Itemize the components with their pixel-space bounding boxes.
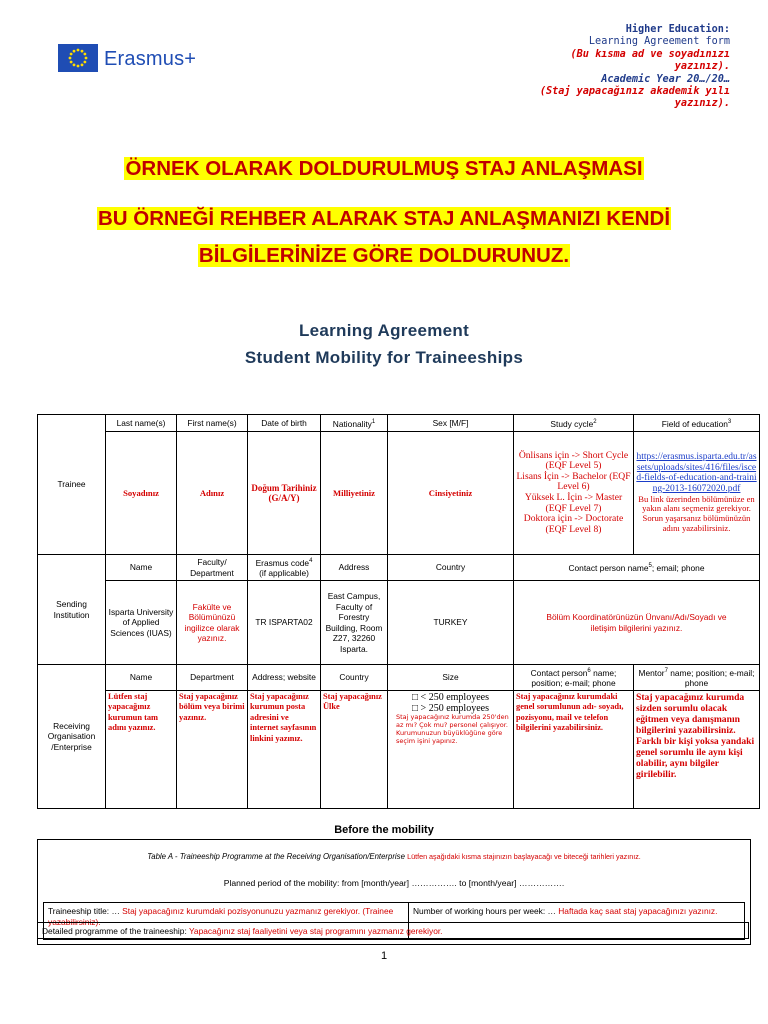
hdr-field	[634, 415, 760, 432]
hdr-s-contact	[514, 555, 760, 581]
val-s-faculty[interactable]: Fakülte ve Bölümünüzü ingilizce olarak yazınız.	[177, 581, 248, 665]
val-r-mentor[interactable]: Staj yapacağınız kurumda sizden sorumlu olacak eğitmen veya danışmanın bilgilerini yazabilirsiniz. Farklı bir kişi yoksa yandaki genel sorumlu ile aynı kişi olabilir, aynı bilgiler girilebilir.	[634, 690, 760, 808]
val-r-name[interactable]: Lütfen staj yapacağınız kurumun tam adını yazınız.	[106, 690, 177, 808]
hdr-s-address: Address	[321, 555, 388, 581]
val-dob[interactable]: Doğum Tarihiniz (G/A/Y)	[248, 432, 321, 555]
val-s-erasmus-code[interactable]: TR ISPARTA02	[248, 581, 321, 665]
erasmus-logo	[58, 42, 198, 76]
hdr-study-cycle-text: Study cycle	[550, 418, 594, 429]
hdr-r-contact	[514, 665, 634, 691]
planned-period[interactable]: Planned period of the mobility: from [month/year] ……………. to [month/year] …………….	[223, 878, 565, 888]
val-sex[interactable]: Cinsiyetiniz	[388, 432, 514, 555]
hdr-r-mentor-rest: name; position; e-mail; phone	[667, 667, 755, 689]
hdr-r-contact-rest: name; position; e-mail; phone	[531, 667, 617, 689]
working-hours-note: Haftada kaç saat staj yapacağınızı yazınız.	[558, 906, 718, 916]
hdr-s-erasmus-code	[248, 555, 321, 581]
hdr-r-contact-sup: 6	[587, 668, 591, 674]
eu-flag-icon	[58, 44, 98, 72]
hdr-s-contact-text: Contact person name	[568, 563, 649, 574]
trainee-header-row	[38, 415, 760, 432]
hdr-s-contact-rest: ; email; phone	[651, 563, 705, 574]
learning-agreement-table	[37, 414, 760, 809]
header-line-3: (Bu kısma ad ve soyadınızı yazınız).	[570, 48, 730, 73]
banner-line-3	[0, 244, 768, 268]
val-first-name[interactable]: Adınız	[177, 432, 248, 555]
val-study-cycle[interactable]	[514, 432, 634, 555]
val-s-name[interactable]: Isparta University of Applied Sciences (IUAS)	[106, 581, 177, 665]
val-s-contact[interactable]: Bölüm Koordinatörünüzün Ünvanı/Adı/Soyadı ve iletişim bilgilerini yazınız.	[514, 581, 760, 665]
hdr-r-mentor	[634, 665, 760, 691]
table-a-title	[38, 852, 750, 861]
detailed-programme-label: Detailed programme of the traineeship:	[42, 926, 187, 936]
banner-line-3-text: BİLGİLERİNİZE GÖRE DOLDURUNUZ.	[198, 244, 570, 267]
hdr-r-name: Name	[106, 665, 177, 691]
table-a-title-text: Table A - Traineeship Programme at the Receiving Organisation/Enterprise	[147, 852, 405, 861]
hdr-r-size: Size	[388, 665, 514, 691]
banner-line-2-text: BU ÖRNEĞİ REHBER ALARAK STAJ ANLAŞMANIZI KENDİ	[97, 207, 671, 230]
title-learning-agreement: Learning Agreement	[298, 321, 470, 340]
hdr-s-faculty: Faculty/ Department	[177, 555, 248, 581]
working-hours-label: Number of working hours per week: …	[413, 906, 556, 916]
size-note: Staj yapacağınız kurumda 250'den az mı? Çok mu? personel çalışıyor. Kurumunuzun büyüklüğüne göre seçim işini yapınız.	[396, 713, 509, 745]
traineeship-title-label: Traineeship title: …	[48, 906, 120, 916]
page-number: 1	[380, 950, 388, 962]
header-line-1: Higher Education:	[625, 24, 730, 35]
val-r-department[interactable]: Staj yapacağınız bölüm veya birimi yazınız.	[177, 690, 248, 808]
hdr-s-country: Country	[388, 555, 514, 581]
hdr-last-name: Last name(s)	[106, 415, 177, 432]
hdr-dob: Date of birth	[248, 415, 321, 432]
val-r-country[interactable]: Staj yapacağınız Ülke	[321, 690, 388, 808]
header-line-5: (Staj yapacağınız akademik yılı yazınız).	[539, 86, 730, 110]
size-option-small[interactable]: □ < 250 employees	[412, 691, 489, 703]
table-a-title-note: Lütfen aşağıdaki kısma stajınızın başlayacağı ve biteceği tarihleri yazınız.	[407, 852, 641, 861]
traineeship-title-note: Staj yapacağınız kurumdaki pozisyonunuzu yazmanız gerekiyor. (Trainee yazabilirsiniz).	[48, 906, 394, 927]
study-cycle-option-3: Yüksek L. İçin -> Master (EQF Level 7)	[524, 492, 623, 514]
before-mobility-heading: Before the mobility	[334, 824, 434, 836]
hdr-field-sup: 3	[727, 418, 732, 425]
val-last-name[interactable]: Soyadınız	[106, 432, 177, 555]
hdr-r-mentor-text: Mentor	[638, 667, 665, 678]
banner-line-1-text: ÖRNEK OLARAK DOLDURULMUŞ STAJ ANLAŞMASI	[125, 157, 643, 180]
header-line-4: Academic Year 20…/20…	[601, 73, 730, 85]
hdr-s-name: Name	[106, 555, 177, 581]
val-r-contact[interactable]: Staj yapacağınız kurumdaki genel sorumlunun adı- soyadı, pozisyonu, mail ve telefon bilgilerini yazabilirsiniz.	[514, 690, 634, 808]
hdr-erasmus-code-note: (if applicable)	[259, 568, 309, 579]
hdr-erasmus-code-text: Erasmus code	[255, 557, 310, 568]
val-r-size[interactable]	[388, 690, 514, 808]
hdr-nationality-text: Nationality	[332, 418, 372, 429]
sending-row-label: Sending Institution	[38, 555, 106, 665]
hdr-r-mentor-sup: 7	[664, 668, 668, 674]
hdr-study-cycle	[514, 415, 634, 432]
hdr-r-department: Department	[177, 665, 248, 691]
hdr-first-name: First name(s)	[177, 415, 248, 432]
header-line-2: Learning Agreement form	[588, 36, 730, 48]
val-r-address[interactable]: Staj yapacağınız kurumun posta adresini ve internet sayfasının linkini yazınız.	[248, 690, 321, 808]
header-info	[530, 24, 730, 111]
trainee-row-label: Trainee	[38, 415, 106, 555]
field-note: Bu link üzerinden bölümünüze en yakın alanı seçmeniz gerekiyor. Sorun yaşarsanız bölümünüzün adını yazabilirsiniz.	[638, 493, 755, 533]
detailed-programme[interactable]	[37, 922, 749, 939]
study-cycle-option-4: Doktora için -> Doctorate (EQF Level 8)	[523, 513, 624, 535]
hdr-study-cycle-sup: 2	[593, 418, 597, 425]
field-link[interactable]: https://erasmus.isparta.edu.tr/assets/uploads/sites/416/files/isced-fields-of-education-and-training-2013-16072020.pdf	[636, 452, 757, 494]
receiving-row-label: Receiving Organisation /Enterprise	[38, 665, 106, 809]
hdr-s-contact-sup: 5	[648, 563, 652, 570]
hdr-nationality-sup: 1	[371, 418, 376, 425]
val-s-country[interactable]: TURKEY	[388, 581, 514, 665]
val-s-address[interactable]: East Campus, Faculty of Forestry Building, Room Z27, 32260 Isparta.	[321, 581, 388, 665]
receiving-value-row	[38, 690, 760, 808]
hdr-field-text: Field of education	[661, 418, 728, 429]
title-student-mobility: Student Mobility for Traineeships	[244, 348, 524, 367]
val-field	[634, 432, 760, 555]
sending-header-row	[38, 555, 760, 581]
hdr-sex: Sex [M/F]	[388, 415, 514, 432]
hdr-r-address: Address; website	[248, 665, 321, 691]
size-option-large[interactable]: □ > 250 employees	[412, 703, 489, 714]
hdr-erasmus-code-sup: 4	[309, 558, 313, 565]
study-cycle-option-1: Önlisans için -> Short Cycle (EQF Level 5)	[518, 449, 629, 472]
receiving-header-row	[38, 665, 760, 691]
hdr-r-country: Country	[321, 665, 388, 691]
trainee-value-row	[38, 432, 760, 555]
banner-line-2	[0, 207, 768, 231]
hdr-r-contact-text: Contact person	[530, 667, 588, 678]
detailed-programme-note: Yapacağınız staj faaliyetini veya staj programını yazmanız gerekiyor.	[188, 926, 443, 936]
sending-value-row	[38, 581, 760, 665]
hdr-nationality	[321, 415, 388, 432]
study-cycle-option-2: Lisans İçin -> Bachelor (EQF Level 6)	[516, 470, 631, 493]
logo-text: Erasmus+	[104, 48, 197, 70]
val-nationality[interactable]: Milliyetiniz	[321, 432, 388, 555]
banner-line-1	[0, 157, 768, 181]
